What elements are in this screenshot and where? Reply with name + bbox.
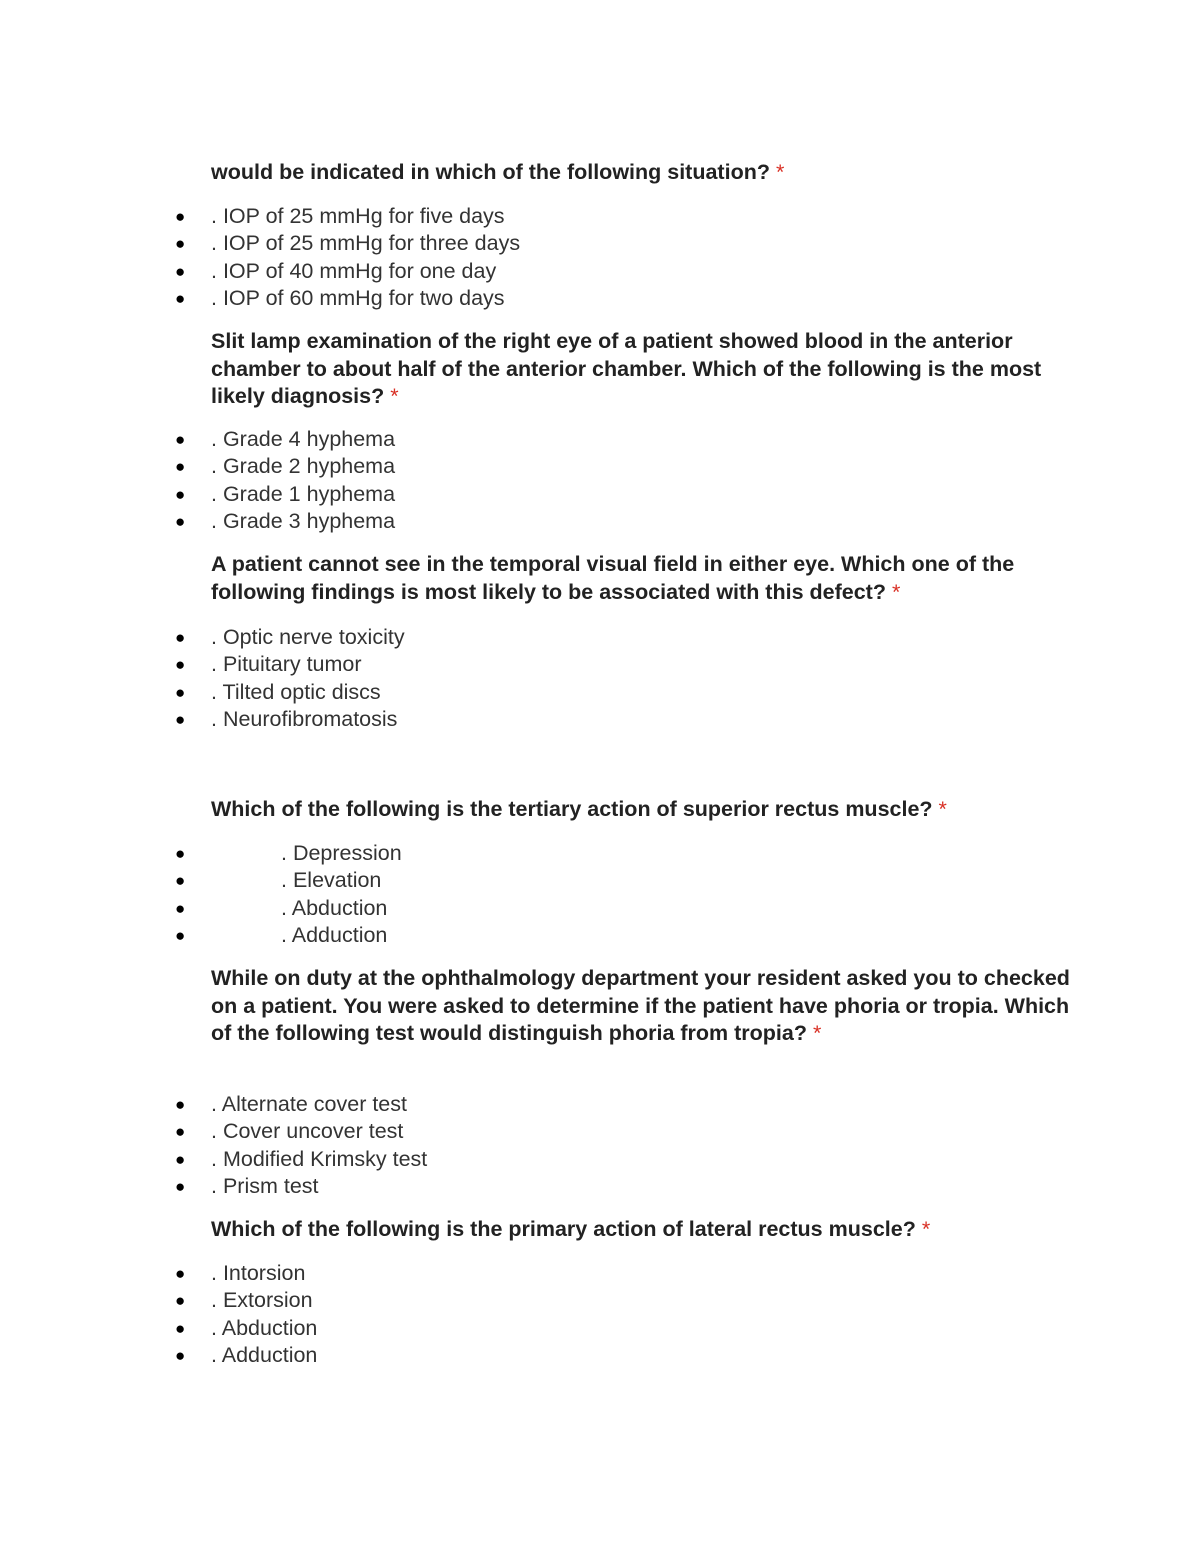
- bullet-icon: ●: [175, 484, 186, 504]
- bullet-icon: ●: [175, 1264, 186, 1283]
- bullet-icon: ●: [175, 234, 186, 254]
- bullet-icon: ●: [175, 682, 186, 702]
- option-label: . Neurofibromatosis: [211, 706, 398, 731]
- question-1: [211, 159, 1071, 187]
- option-label: . Intorsion: [211, 1261, 306, 1285]
- question-text: Which of the following is the primary action of lateral rectus muscle?: [211, 1217, 916, 1241]
- question-6: [211, 1216, 1071, 1244]
- option-label: . Grade 1 hyphema: [211, 481, 396, 506]
- option-label: . Grade 3 hyphema: [211, 508, 396, 533]
- required-marker: *: [938, 797, 947, 821]
- bullet-icon: ●: [175, 511, 186, 531]
- bullet-icon: ●: [175, 1122, 186, 1142]
- option-label: . IOP of 40 mmHg for one day: [211, 258, 497, 283]
- required-marker: *: [775, 160, 785, 184]
- option-label: . Depression: [281, 841, 402, 865]
- option-label: . Tilted optic discs: [211, 679, 381, 704]
- bullet-icon: ●: [175, 1149, 186, 1169]
- question-text: While on duty at the ophthalmology department your resident asked you to checked on a patient. You were asked to determine if the patient have phoria or tropia. Which of the following test would distinguish phoria from tropia?: [211, 966, 1070, 1045]
- bullet-icon: ●: [175, 871, 186, 891]
- option-label: . Grade 4 hyphema: [211, 427, 396, 451]
- option-label: . Pituitary tumor: [211, 652, 362, 677]
- bullet-icon: ●: [175, 207, 186, 226]
- option-label: . Adduction: [281, 922, 388, 947]
- option-label: . Cover uncover test: [211, 1119, 404, 1144]
- option-label: . Prism test: [211, 1173, 319, 1198]
- bullet-icon: ●: [175, 1095, 186, 1114]
- option-label: . Extorsion: [211, 1288, 313, 1313]
- required-marker: *: [921, 1217, 931, 1241]
- option-label: . Elevation: [281, 868, 382, 893]
- option-label: . Alternate cover test: [211, 1092, 407, 1116]
- bullet-icon: ●: [175, 261, 186, 281]
- option-label: . Adduction: [211, 1342, 318, 1367]
- option-label: . Abduction: [211, 1315, 318, 1340]
- question-text: Slit lamp examination of the right eye of a patient showed blood in the anterior chamber to about half of the anterior chamber. Which of the following is the most likely diagnosis?: [211, 329, 1042, 408]
- bullet-icon: ●: [175, 1318, 186, 1338]
- option-label: . Modified Krimsky test: [211, 1146, 428, 1171]
- bullet-icon: ●: [175, 925, 186, 945]
- question-4: [211, 796, 1071, 824]
- bullet-icon: ●: [175, 628, 186, 647]
- question-2: [211, 328, 1071, 411]
- bullet-icon: ●: [175, 1176, 186, 1196]
- bullet-icon: ●: [175, 288, 186, 308]
- question-3: [211, 551, 1071, 606]
- question-text: Which of the following is the tertiary action of superior rectus muscle?: [211, 797, 933, 821]
- bullet-icon: ●: [175, 430, 186, 449]
- question-text: A patient cannot see in the temporal visual field in either eye. Which one of the following findings is most likely to be associated with this defect?: [211, 552, 1015, 604]
- bullet-icon: ●: [175, 898, 186, 918]
- option-label: . IOP of 25 mmHg for three days: [211, 231, 521, 256]
- required-marker: *: [390, 384, 399, 408]
- bullet-icon: ●: [175, 1345, 186, 1365]
- bullet-icon: ●: [175, 709, 186, 729]
- required-marker: *: [812, 1021, 822, 1045]
- bullet-icon: ●: [175, 457, 186, 477]
- option-label: . Optic nerve toxicity: [211, 625, 405, 649]
- bullet-icon: ●: [175, 844, 186, 863]
- question-text: would be indicated in which of the following situation?: [211, 160, 770, 184]
- bullet-icon: ●: [175, 1291, 186, 1311]
- option-label: . Abduction: [281, 895, 388, 920]
- option-label: . IOP of 60 mmHg for two days: [211, 285, 505, 310]
- option-label: . Grade 2 hyphema: [211, 454, 396, 479]
- option-label: . IOP of 25 mmHg for five days: [211, 204, 505, 228]
- required-marker: *: [891, 579, 901, 604]
- bullet-icon: ●: [175, 655, 186, 675]
- question-5: [211, 965, 1071, 1048]
